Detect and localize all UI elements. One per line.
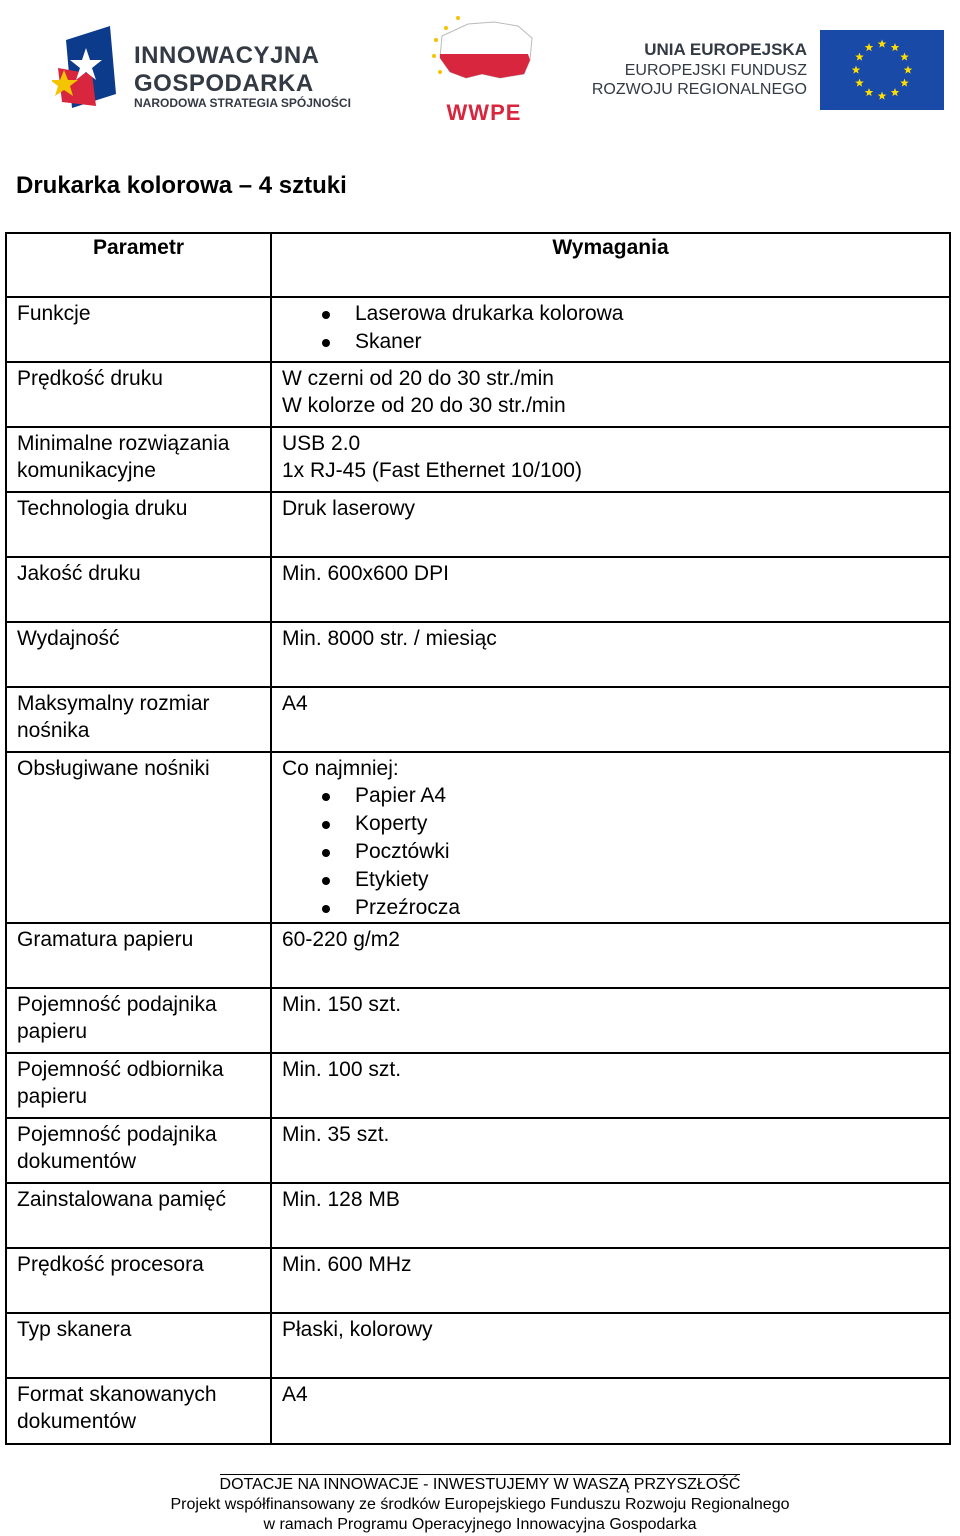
header-req-label: Wymagania — [552, 236, 669, 259]
footer-line3: w ramach Programu Operacyjnego Innowacyjna Gospodarka — [263, 1516, 697, 1533]
footer — [0, 1474, 960, 1535]
table-row — [6, 492, 950, 557]
table-row — [6, 1053, 950, 1118]
param-cell: Wydajność — [6, 622, 271, 687]
eu-flag-icon — [820, 30, 944, 110]
table-row — [6, 362, 950, 427]
header-req — [271, 233, 950, 297]
requirement-cell — [271, 427, 950, 492]
specification-table — [5, 232, 951, 1445]
wwpe-text: WWPE — [446, 100, 522, 125]
innowacyjna-line1: INNOWACYJNA — [134, 42, 320, 69]
ue-line1: UNIA EUROPEJSKA — [644, 40, 807, 59]
table-row — [6, 1248, 950, 1313]
param-cell: Maksymalny rozmiar nośnika — [6, 687, 271, 752]
param-cell: Zainstalowana pamięć — [6, 1183, 271, 1248]
requirement-cell — [271, 362, 950, 427]
requirement-line: Min. 128 MB — [282, 1188, 400, 1211]
wwpe-logo — [428, 14, 540, 126]
requirement-cell — [271, 1378, 950, 1444]
requirement-line: W czerni od 20 do 30 str./min — [282, 367, 554, 390]
requirement-line: W kolorze od 20 do 30 str./min — [282, 394, 566, 417]
header-param — [6, 233, 271, 297]
innowacyjna-line3: NARODOWA STRATEGIA SPÓJNOŚCI — [134, 96, 351, 110]
innowacyjna-star-icon — [52, 22, 132, 112]
list-item: Koperty — [322, 810, 939, 838]
requirement-cell — [271, 1248, 950, 1313]
param-cell: Format skanowanych dokumentów — [6, 1378, 271, 1444]
requirement-bullet-list — [282, 782, 939, 922]
param-cell: Technologia druku — [6, 492, 271, 557]
requirement-line: Min. 600 MHz — [282, 1253, 412, 1276]
innowacyjna-line2: GOSPODARKA — [134, 70, 314, 97]
requirement-line: A4 — [282, 1383, 308, 1406]
table-row — [6, 622, 950, 687]
ue-line3: ROZWOJU REGIONALNEGO — [591, 81, 807, 98]
table-header-row — [6, 233, 950, 297]
requirement-line: 60-220 g/m2 — [282, 928, 400, 951]
param-cell: Gramatura papieru — [6, 923, 271, 988]
table-row — [6, 687, 950, 752]
list-item: Etykiety — [322, 866, 939, 894]
param-cell: Obsługiwane nośniki — [6, 752, 271, 923]
footer-line1: DOTACJE NA INNOWACJE - INWESTUJEMY W WASZĄ PRZYSZŁOŚĆ — [219, 1476, 741, 1493]
table-row — [6, 297, 950, 362]
requirement-cell — [271, 1053, 950, 1118]
param-cell: Prędkość procesora — [6, 1248, 271, 1313]
document-title: Drukarka kolorowa – 4 sztuki — [16, 172, 347, 199]
param-cell: Typ skanera — [6, 1313, 271, 1378]
param-cell: Jakość druku — [6, 557, 271, 622]
table-row — [6, 427, 950, 492]
unia-europejska-logo — [592, 30, 952, 120]
param-cell: Pojemność odbiornika papieru — [6, 1053, 271, 1118]
header-param-label: Parametr — [92, 236, 185, 259]
requirement-cell — [271, 1118, 950, 1183]
logos-header — [0, 0, 960, 135]
list-item: Pocztówki — [322, 838, 939, 866]
list-item: Skaner — [322, 328, 939, 356]
table-row — [6, 988, 950, 1053]
table-row — [6, 1378, 950, 1444]
requirement-bullet-list — [282, 300, 939, 356]
param-cell: Pojemność podajnika papieru — [6, 988, 271, 1053]
list-item: Przeźrocza — [322, 894, 939, 922]
requirement-line: Min. 100 szt. — [282, 1058, 402, 1081]
table-row — [6, 752, 950, 923]
table-row — [6, 1183, 950, 1248]
table-row — [6, 923, 950, 988]
requirement-cell — [271, 557, 950, 622]
list-item: Laserowa drukarka kolorowa — [322, 300, 939, 328]
requirement-line: 1x RJ-45 (Fast Ethernet 10/100) — [282, 459, 582, 482]
requirement-cell — [271, 923, 950, 988]
requirement-cell — [271, 297, 950, 362]
requirement-cell — [271, 1183, 950, 1248]
requirement-line: Druk laserowy — [282, 497, 416, 520]
requirement-line: Co najmniej: — [282, 757, 399, 780]
requirement-cell — [271, 752, 950, 923]
requirement-cell — [271, 622, 950, 687]
table-row — [6, 557, 950, 622]
ue-line2: EUROPEJSKI FUNDUSZ — [624, 62, 807, 79]
requirement-line: A4 — [282, 692, 308, 715]
param-cell: Minimalne rozwiązania komunikacyjne — [6, 427, 271, 492]
requirement-cell — [271, 492, 950, 557]
requirement-line: Min. 150 szt. — [282, 993, 402, 1016]
innowacyjna-gospodarka-logo — [52, 20, 352, 120]
requirement-line: Min. 35 szt. — [282, 1123, 390, 1146]
footer-line2: Projekt współfinansowany ze środków Europejskiego Funduszu Rozwoju Regionalnego — [170, 1496, 790, 1513]
list-item: Papier A4 — [322, 782, 939, 810]
requirement-line: Min. 8000 str. / miesiąc — [282, 627, 497, 650]
requirement-cell — [271, 1313, 950, 1378]
requirement-cell — [271, 988, 950, 1053]
requirement-line: Min. 600x600 DPI — [282, 562, 449, 585]
poland-map-icon — [428, 14, 540, 104]
table-row — [6, 1118, 950, 1183]
param-cell: Pojemność podajnika dokumentów — [6, 1118, 271, 1183]
requirement-cell — [271, 687, 950, 752]
param-cell: Funkcje — [6, 297, 271, 362]
requirement-line: USB 2.0 — [282, 432, 361, 455]
table-row — [6, 1313, 950, 1378]
param-cell: Prędkość druku — [6, 362, 271, 427]
requirement-line: Płaski, kolorowy — [282, 1318, 433, 1341]
